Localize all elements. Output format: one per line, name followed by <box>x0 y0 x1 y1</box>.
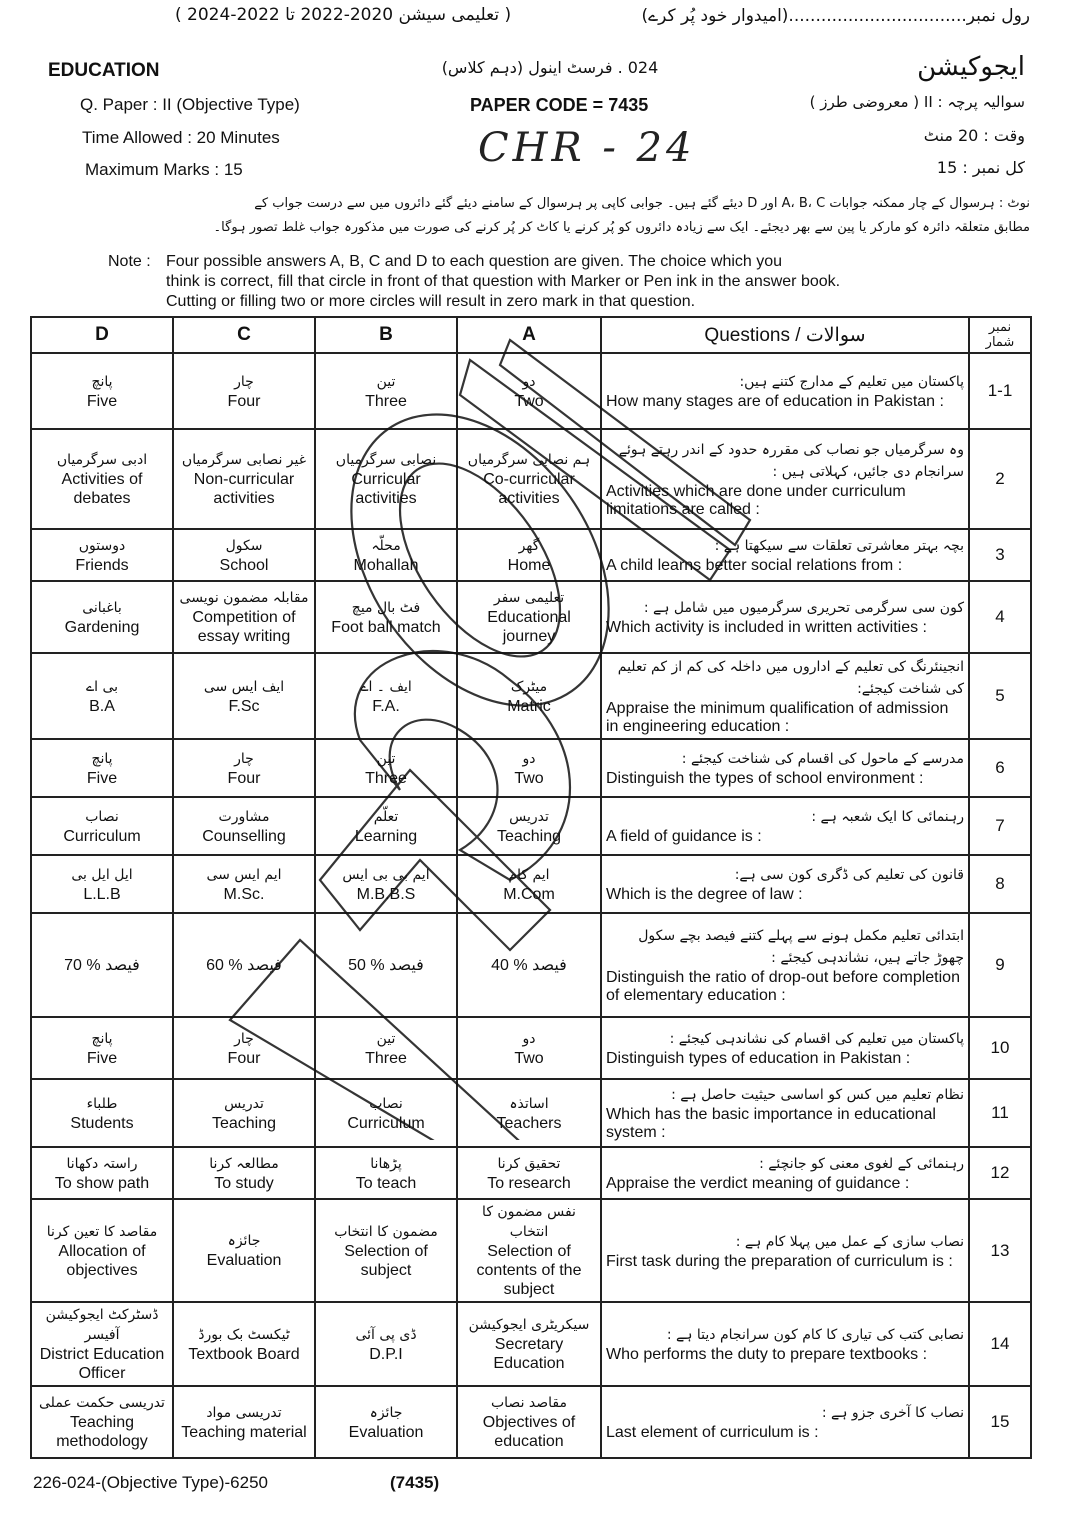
question-english: Appraise the verdict meaning of guidance : <box>606 1175 910 1192</box>
option-d <box>31 353 173 429</box>
option-b-english: To teach <box>355 1174 417 1192</box>
option-b-english: D.P.I <box>369 1345 403 1363</box>
table-row <box>31 739 1031 797</box>
option-a-english: Two <box>514 1049 544 1067</box>
question-urdu: قانون کی تعلیم کی ڈگری کون سی ہے: <box>734 867 964 883</box>
question-number: 13 <box>969 1199 1031 1302</box>
option-c <box>173 1079 315 1147</box>
option-b <box>315 429 457 529</box>
question-english: Distinguish the ratio of drop-out before completion of elementary education : <box>606 969 960 1004</box>
option-c-english: Non-curricular activities <box>193 471 295 507</box>
option-c <box>173 855 315 913</box>
option-c-english: Evaluation <box>206 1252 282 1269</box>
option-d-english: District Education Officer <box>39 1346 165 1382</box>
option-c-urdu: چار <box>234 1030 254 1047</box>
option-d-english: Students <box>70 1114 134 1132</box>
question-english: Which activity is included in written activities : <box>606 619 927 636</box>
question-number: 11 <box>969 1079 1031 1147</box>
option-a <box>457 855 601 913</box>
option-d-english: L.L.B <box>83 885 121 903</box>
option-c-urdu: سکول <box>225 537 263 554</box>
option-d-urdu: ادبی سرگرمیاں <box>56 452 148 468</box>
question-number: 14 <box>969 1302 1031 1386</box>
table-row <box>31 653 1031 739</box>
option-c-urdu: ایم ایس سی <box>206 866 282 883</box>
option-b <box>315 1302 457 1386</box>
question-cell <box>601 855 969 913</box>
option-a-urdu: تحقیق کرنا <box>497 1155 561 1172</box>
handwritten-code: CHR - 24 <box>478 125 696 171</box>
question-urdu: وہ سرگرمیاں جو نصاب کی مقررہ حدود کے اندر رہتے ہوئے سرانجام دی جائیں، کہلاتی ہیں : <box>618 442 964 480</box>
col-header-a: A <box>457 317 601 353</box>
option-a-urdu: دو <box>522 373 536 390</box>
question-number: 5 <box>969 653 1031 739</box>
question-english: Distinguish types of education in Pakistan : <box>606 1050 911 1067</box>
option-b-urdu: ایف ۔ اے <box>360 678 412 695</box>
option-d <box>31 653 173 739</box>
option-d <box>31 1079 173 1147</box>
option-b-urdu: جائزہ <box>369 1404 403 1421</box>
question-urdu: نصاب کا آخری جزو ہے : <box>821 1405 964 1421</box>
table-row <box>31 429 1031 529</box>
option-c <box>173 797 315 855</box>
option-d-urdu: ڈسٹرکٹ ایجوکیشن آفیسر <box>45 1307 159 1343</box>
option-c-urdu: تدریس <box>224 1095 264 1112</box>
time-allowed-en: Time Allowed : 20 Minutes <box>82 128 280 147</box>
table-row <box>31 1147 1031 1199</box>
option-b-urdu: ڈی پی آئی <box>355 1326 417 1343</box>
question-number: 1-1 <box>969 353 1031 429</box>
question-english: Last element of curriculum is : <box>606 1424 819 1441</box>
col-header-d: D <box>31 317 173 353</box>
option-c <box>173 1386 315 1458</box>
note-line-2: think is correct, fill that circle in front of that question with Marker or Pen ink in the answer book. <box>166 273 841 290</box>
subject-title-ur: ایجوکیشن <box>917 52 1025 82</box>
question-urdu: بچہ بہتر معاشرتی تعلقات سے سیکھتا ہے : <box>714 538 964 554</box>
option-b-urdu: ایم بی بی ایس <box>342 866 430 883</box>
option-b-urdu: محلّہ <box>371 537 401 554</box>
question-english: A field of guidance is : <box>606 828 762 845</box>
option-d-english: Friends <box>75 556 129 574</box>
max-marks-en: Maximum Marks : 15 <box>85 160 243 179</box>
question-cell <box>601 1386 969 1458</box>
table-row <box>31 1017 1031 1079</box>
option-b <box>315 739 457 797</box>
option-a <box>457 1079 601 1147</box>
option-a <box>457 913 601 1017</box>
option-c-english: Teaching material <box>181 1423 307 1441</box>
option-c-english: Counselling <box>202 827 286 845</box>
question-english: Who performs the duty to prepare textbooks : <box>606 1346 928 1363</box>
option-c-urdu: چار <box>234 373 254 390</box>
max-marks-ur: کل نمبر : 15 <box>936 158 1025 177</box>
option-d-english: Five <box>86 769 118 787</box>
option-b <box>315 1017 457 1079</box>
option-a-english: Co-curricular activities <box>483 471 575 507</box>
option-a-english: Objectives of education <box>482 1414 576 1450</box>
option-b <box>315 797 457 855</box>
option-a-urdu: میٹرک <box>510 678 548 695</box>
subject-title-en: EDUCATION <box>48 60 160 81</box>
question-urdu: رہنمائی کے لغوی معنی کو جانچئے : <box>759 1156 964 1172</box>
option-b-english: Three <box>365 392 407 410</box>
question-urdu: مدرسے کے ماحول کی اقسام کی شناخت کیجئے : <box>681 751 964 767</box>
option-c-urdu: غیر نصابی سرگرمیاں <box>181 452 307 468</box>
option-c-english: School <box>219 556 269 574</box>
option-c <box>173 913 315 1017</box>
question-english: Which has the basic importance in educational system : <box>606 1106 936 1141</box>
question-urdu: رہنمائی کا ایک شعبہ ہے : <box>811 809 964 825</box>
option-c <box>173 529 315 581</box>
option-a-urdu: اساتذہ <box>509 1095 549 1112</box>
option-c-urdu: چار <box>234 750 254 767</box>
note-ur-line-2: مطابق متعلقہ دائرہ کو مارکر یا پین سے بھر دیجئے۔ ایک سے زیادہ دائروں کو پُر کرنے یا کاٹ کر پُر کرنے کی صورت میں مذکورہ جواب غلط تصور ہوگا۔ <box>213 220 1030 235</box>
option-c <box>173 1302 315 1386</box>
option-d <box>31 1017 173 1079</box>
option-d <box>31 1199 173 1302</box>
question-cell <box>601 913 969 1017</box>
table-row <box>31 1302 1031 1386</box>
option-b <box>315 1199 457 1302</box>
table-row <box>31 529 1031 581</box>
question-number: 8 <box>969 855 1031 913</box>
option-c-urdu: مطالعہ کرنا <box>209 1155 279 1172</box>
question-english: Distinguish the types of school environment : <box>606 770 924 787</box>
note-line-1: Four possible answers A, B, C and D to each question are given. The choice which you <box>166 253 783 270</box>
question-cell <box>601 1017 969 1079</box>
question-english: Appraise the minimum qualification of admission in engineering education : <box>606 700 949 735</box>
option-c-english: M.Sc. <box>223 885 265 903</box>
question-english: How many stages are of education in Pakistan : <box>606 393 944 410</box>
option-a <box>457 1302 601 1386</box>
option-b <box>315 1147 457 1199</box>
option-d-english: Five <box>86 1049 118 1067</box>
option-b-english: Evaluation <box>348 1423 424 1441</box>
option-c-urdu: مقابلہ مضمون نویسی <box>179 590 309 606</box>
option-b-urdu: تین <box>376 750 396 767</box>
option-c-english: F.Sc <box>228 697 260 715</box>
option-a <box>457 529 601 581</box>
option-d-english: Teaching methodology <box>56 1414 148 1450</box>
option-a <box>457 353 601 429</box>
option-b-english: Three <box>365 1049 407 1067</box>
option-a-english: Secretary Education <box>493 1336 565 1372</box>
option-b-urdu: مضمون کا انتخاب <box>334 1223 438 1240</box>
option-d <box>31 1302 173 1386</box>
option-a <box>457 739 601 797</box>
note-ur-line-1: نوٹ : ہرسوال کے چار ممکنہ جوابات A، B، C اور D دیئے گئے ہیں۔ جوابی کاپی پر ہرسوال کے سامنے دیئے گئے دائروں میں سے درست جواب کے <box>254 196 1030 211</box>
table-row <box>31 855 1031 913</box>
option-a <box>457 1199 601 1302</box>
option-d-urdu: ایل ایل بی <box>71 866 133 883</box>
question-number: 10 <box>969 1017 1031 1079</box>
option-c-english: Textbook Board <box>188 1345 300 1363</box>
option-a-english: Matric <box>507 697 551 715</box>
option-c <box>173 1199 315 1302</box>
option-c-english: 60 % فیصد <box>206 956 282 974</box>
col-header-number: نمبر شمار <box>969 317 1031 353</box>
question-urdu: ابتدائی تعلیم مکمل ہونے سے پہلے کتنے فیصد بچے سکول چھوڑ جاتے ہیں، نشاندہی کیجئے : <box>638 928 964 966</box>
question-english: A child learns better social relations from : <box>606 557 903 574</box>
paper-code: PAPER CODE = 7435 <box>470 95 649 115</box>
option-c-urdu: ٹیکسٹ بک بورڈ <box>198 1326 290 1343</box>
option-d-urdu: راستہ دکھانا <box>66 1155 138 1172</box>
time-allowed-ur: وقت : 20 منٹ <box>923 126 1025 145</box>
option-a <box>457 1017 601 1079</box>
col-header-questions: Questions / سوالات <box>601 317 969 353</box>
option-d <box>31 797 173 855</box>
option-a-english: Two <box>514 392 544 410</box>
question-urdu: پاکستان میں تعلیم کے مدارج کتنے ہیں: <box>739 374 964 390</box>
option-d-urdu: پانچ <box>91 373 113 390</box>
paper-type-en: Q. Paper : II (Objective Type) <box>80 95 300 114</box>
option-a-urdu: ہم نصابی سرگرمیاں <box>467 452 591 468</box>
option-d-english: Curriculum <box>63 827 141 845</box>
option-b-english: Curricular activities <box>351 471 421 507</box>
option-c <box>173 1147 315 1199</box>
option-d <box>31 855 173 913</box>
option-d <box>31 429 173 529</box>
option-b-english: Mohallah <box>353 556 419 574</box>
question-english: Which is the degree of law : <box>606 886 803 903</box>
option-b-english: 50 % فیصد <box>348 956 424 974</box>
option-d-english: 70 % فیصد <box>64 956 140 974</box>
question-number: 4 <box>969 581 1031 653</box>
mcq-table <box>30 316 1032 1459</box>
option-c-english: Four <box>227 1049 261 1067</box>
option-b <box>315 653 457 739</box>
option-d <box>31 1147 173 1199</box>
option-d <box>31 913 173 1017</box>
option-d-urdu: بی اے <box>85 678 119 695</box>
question-cell <box>601 1079 969 1147</box>
option-d-english: Activities of debates <box>61 471 143 507</box>
option-a <box>457 797 601 855</box>
option-c-english: Four <box>227 392 261 410</box>
table-row <box>31 1079 1031 1147</box>
table-row <box>31 353 1031 429</box>
option-b-urdu: تین <box>376 373 396 390</box>
option-d <box>31 529 173 581</box>
option-b-english: F.A. <box>372 697 400 715</box>
option-c <box>173 1017 315 1079</box>
option-a-urdu: نفس مضمون کا انتخاب <box>482 1204 576 1240</box>
roll-number-line: رول نمبر.................................(امیدوار خود پُر کرے) <box>641 6 1030 26</box>
option-c <box>173 581 315 653</box>
option-a <box>457 653 601 739</box>
col-header-b: B <box>315 317 457 353</box>
paper-type-ur: سوالیہ پرچہ : II ( معروضی طرز ) <box>809 93 1025 111</box>
question-english: First task during the preparation of curriculum is : <box>606 1252 953 1270</box>
option-a-english: Educational journey <box>487 609 571 645</box>
option-d-urdu: مقاصد کا تعین کرنا <box>46 1223 158 1240</box>
option-b <box>315 353 457 429</box>
option-b-english: Learning <box>354 827 418 845</box>
option-a <box>457 1386 601 1458</box>
option-a-english: Selection of contents of the subject <box>476 1243 582 1298</box>
option-a-english: To research <box>487 1174 571 1192</box>
footer-code: 226-024-(Objective Type)-6250 <box>33 1473 268 1492</box>
option-c-english: Teaching <box>211 1114 277 1132</box>
question-cell <box>601 529 969 581</box>
option-b <box>315 855 457 913</box>
option-a-urdu: مقاصد نصاب <box>490 1395 567 1411</box>
option-a-urdu: تعلیمی سفر <box>493 590 565 606</box>
option-c-urdu: مشاورت <box>218 808 270 825</box>
question-cell <box>601 353 969 429</box>
option-d-urdu: تدریسی حکمت عملی <box>39 1395 165 1411</box>
option-b-urdu: پڑھانا <box>370 1155 402 1172</box>
option-b-urdu: نصابی سرگرمیاں <box>335 452 437 468</box>
option-b-english: M.B.B.S <box>356 885 416 903</box>
option-d-urdu: نصاب <box>85 808 119 825</box>
option-b-english: Selection of subject <box>344 1242 428 1279</box>
option-a-english: Teachers <box>496 1114 562 1132</box>
option-b-english: Foot ball match <box>331 618 441 636</box>
question-english: Activities which are done under curriculum limitations are called : <box>606 483 906 518</box>
option-a-urdu: دو <box>522 750 536 767</box>
option-c-urdu: تدریسی مواد <box>206 1404 282 1421</box>
option-c <box>173 429 315 529</box>
option-b-urdu: تعلّم <box>373 808 399 825</box>
question-number: 9 <box>969 913 1031 1017</box>
question-number: 3 <box>969 529 1031 581</box>
option-b-english: Three <box>365 769 407 787</box>
note-line-3: Cutting or filling two or more circles will result in zero mark in that question. <box>166 293 696 310</box>
footer-paper-code: (7435) <box>390 1473 440 1492</box>
question-cell <box>601 581 969 653</box>
option-d <box>31 1386 173 1458</box>
option-a-urdu: دو <box>522 1030 536 1047</box>
question-number: 12 <box>969 1147 1031 1199</box>
question-urdu: پاکستان میں تعلیم کی اقسام کی نشاندہی کیجئے : <box>669 1031 964 1047</box>
option-a-urdu: تدریس <box>509 808 549 825</box>
option-b <box>315 581 457 653</box>
question-number: 7 <box>969 797 1031 855</box>
question-cell <box>601 653 969 739</box>
option-d-urdu: پانچ <box>91 1030 113 1047</box>
note-label: Note : <box>108 253 151 270</box>
question-cell <box>601 1147 969 1199</box>
table-row <box>31 913 1031 1017</box>
course-title-ur: 024 . فرسٹ اینول (دہم کلاس) <box>441 58 659 77</box>
option-a <box>457 581 601 653</box>
option-d-urdu: باغبانی <box>82 599 122 616</box>
question-urdu: انجینئرنگ کی تعلیم کے اداروں میں داخلہ کی کم از کم تعلیم کی شناخت کیجئے: <box>617 659 964 697</box>
option-d-english: Gardening <box>64 618 140 636</box>
question-number: 2 <box>969 429 1031 529</box>
question-number: 15 <box>969 1386 1031 1458</box>
option-a-urdu: ایم کام <box>508 866 550 883</box>
option-b <box>315 913 457 1017</box>
option-c-english: To study <box>214 1174 274 1192</box>
option-c-english: Four <box>227 769 261 787</box>
option-a-english: Home <box>507 556 551 574</box>
option-c-urdu: ایف ایس سی <box>203 678 285 695</box>
option-d-urdu: دوستوں <box>78 537 126 554</box>
question-cell <box>601 1199 969 1302</box>
option-a-english: Teaching <box>496 827 562 845</box>
table-row <box>31 1199 1031 1302</box>
question-urdu: نصابی کتب کی تیاری کا کام کون سرانجام دیتا ہے : <box>666 1327 964 1343</box>
option-a-urdu: گھر <box>518 537 540 554</box>
option-d-urdu: طلباء <box>86 1095 118 1112</box>
question-cell <box>601 429 969 529</box>
option-a-english: Two <box>514 769 544 787</box>
question-cell <box>601 739 969 797</box>
option-c <box>173 353 315 429</box>
option-b-urdu: نصاب <box>369 1095 403 1112</box>
question-urdu: کون سی سرگرمی تحریری سرگرمیوں میں شامل ہے : <box>643 600 964 616</box>
option-d <box>31 739 173 797</box>
option-d-english: B.A <box>89 697 115 715</box>
option-c-english: Competition of essay writing <box>192 609 296 645</box>
option-d-urdu: پانچ <box>91 750 113 767</box>
option-b-urdu: فٹ بال میچ <box>351 599 421 616</box>
table-header-row <box>31 317 1031 353</box>
option-b <box>315 1386 457 1458</box>
option-b-urdu: تین <box>376 1030 396 1047</box>
question-cell <box>601 797 969 855</box>
option-a <box>457 429 601 529</box>
option-c <box>173 739 315 797</box>
option-a-english: M.Com <box>503 885 555 903</box>
option-a-english: 40 % فیصد <box>491 956 567 974</box>
option-d <box>31 581 173 653</box>
option-b-english: Curriculum <box>347 1114 425 1132</box>
question-urdu: نظام تعلیم میں کس کو اساسی حیثیت حاصل ہے : <box>671 1087 964 1103</box>
option-a-urdu: سیکریٹری ایجوکیشن <box>468 1317 590 1333</box>
option-d-english: Five <box>86 392 118 410</box>
table-row <box>31 581 1031 653</box>
option-b <box>315 529 457 581</box>
question-urdu: نصاب سازی کے عمل میں پہلا کام ہے : <box>735 1233 964 1250</box>
option-d-english: Allocation of objectives <box>58 1242 146 1279</box>
option-c <box>173 653 315 739</box>
session-line: ( تعلیمی سیشن 2020-2022 تا 2022-2024 ) <box>175 5 512 25</box>
table-row <box>31 797 1031 855</box>
col-header-c: C <box>173 317 315 353</box>
option-c-urdu: جائزہ <box>227 1233 261 1249</box>
table-row <box>31 1386 1031 1458</box>
option-b <box>315 1079 457 1147</box>
option-a <box>457 1147 601 1199</box>
question-number: 6 <box>969 739 1031 797</box>
option-d-english: To show path <box>54 1174 150 1192</box>
question-cell <box>601 1302 969 1386</box>
